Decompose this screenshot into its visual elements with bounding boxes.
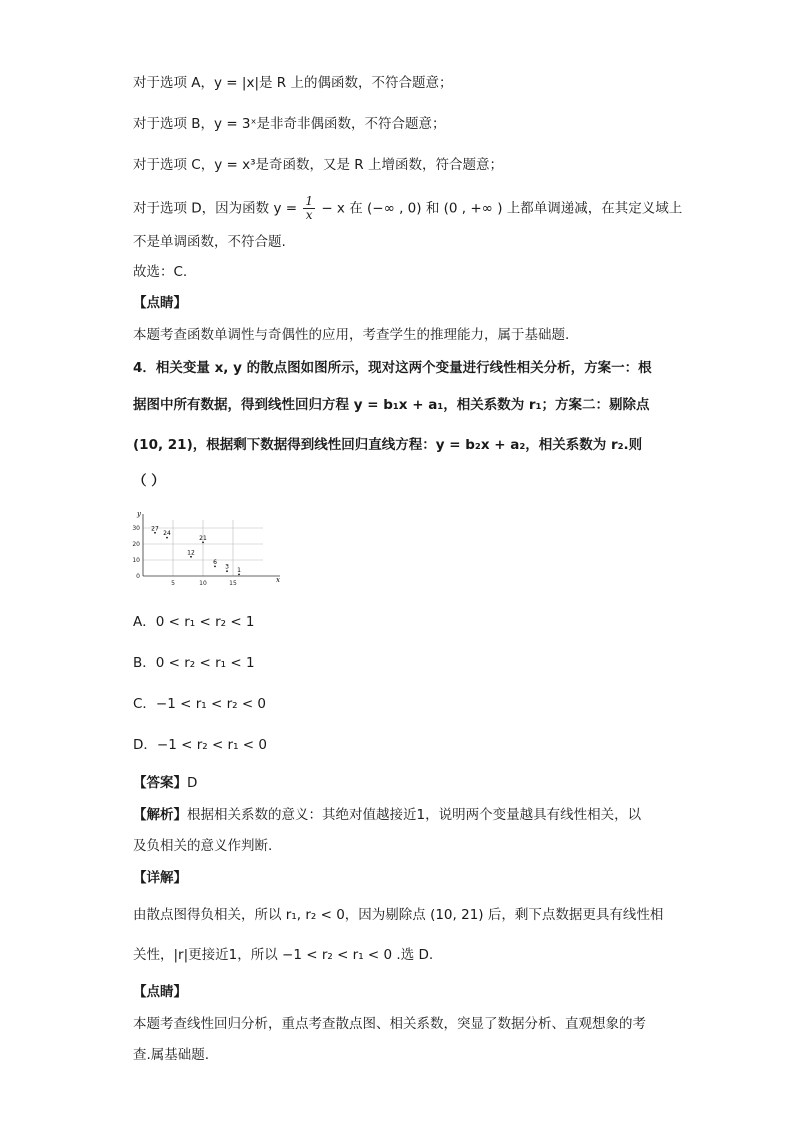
option-c-analysis: 对于选项 C，y = x³是奇函数，又是 R 上增函数，符合题意； xyxy=(133,157,503,173)
question-line-4: （ ） xyxy=(133,473,165,489)
answer-line xyxy=(133,773,197,793)
fraction-denominator: x xyxy=(305,208,313,222)
point-label: 3 xyxy=(225,563,229,571)
option-a-analysis: 对于选项 A，y = |x|是 R 上的偶函数，不符合题意； xyxy=(133,75,453,91)
x-tick-label: 10 xyxy=(199,580,207,587)
option-d-suffix: − x 在 (−∞ , 0) 和 (0 , +∞ ) 上都单调递减，在其定义域上 xyxy=(321,200,683,217)
option-b[interactable]: B．0 < r₂ < r₁ < 1 xyxy=(133,655,255,671)
dianjing-text-2-line-1: 本题考查线性回归分析，重点考查散点图、相关系数，突显了数据分析、直观想象的考 xyxy=(133,1016,646,1032)
dianjing-text-2-line-2: 查.属基础题. xyxy=(133,1047,210,1063)
point-label: 24 xyxy=(163,530,171,538)
answer-value: D xyxy=(187,775,198,791)
point-label: 27 xyxy=(151,525,159,533)
y-axis-label: y xyxy=(137,510,141,518)
dianjing-text-1: 本题考查函数单调性与奇偶性的应用，考查学生的推理能力，属于基础题. xyxy=(133,327,570,343)
grid-lines xyxy=(143,520,263,576)
analysis-line-2: 及负相关的意义作判断. xyxy=(133,838,273,854)
detail-heading: 【详解】 xyxy=(133,870,187,886)
detail-line-1: 由散点图得负相关，所以 r₁, r₂ < 0，因为剔除点 (10, 21) 后，剩下点数据更具有线性相 xyxy=(133,907,664,923)
option-d-analysis xyxy=(133,195,682,222)
option-a[interactable]: A．0 < r₁ < r₂ < 1 xyxy=(133,614,255,630)
detail-line-2: 关性，|r|更接近1，所以 −1 < r₂ < r₁ < 0 .选 D. xyxy=(133,947,434,963)
point-label: 6 xyxy=(213,558,217,566)
fraction-numerator: 1 xyxy=(305,194,314,208)
analysis-line-1 xyxy=(133,805,641,825)
x-tick-label: 15 xyxy=(229,580,237,587)
question-line-3: (10, 21)，根据剩下数据得到线性回归直线方程：y = b₂x + a₂，相关系数为 r₂.则 xyxy=(133,437,643,453)
y-tick-label: 10 xyxy=(132,557,140,564)
option-d[interactable]: D．−1 < r₂ < r₁ < 0 xyxy=(133,737,267,753)
y-tick-label: 30 xyxy=(132,525,140,532)
option-d-prefix: 对于选项 D，因为函数 y = xyxy=(133,200,298,217)
point-label: 1 xyxy=(237,566,241,574)
y-tick-label: 0 xyxy=(136,573,140,580)
dianjing-heading-2: 【点睛】 xyxy=(133,984,187,1000)
analysis-label: 【解析】 xyxy=(133,807,187,823)
option-c[interactable]: C．−1 < r₁ < r₂ < 0 xyxy=(133,696,267,712)
answer-label: 【答案】 xyxy=(133,775,187,791)
option-b-analysis: 对于选项 B，y = 3ˣ是非奇非偶函数，不符合题意； xyxy=(133,116,446,132)
scatter-plot xyxy=(128,510,288,590)
x-axis-label: x xyxy=(276,576,280,584)
x-tick-label: 5 xyxy=(171,580,175,587)
choose-answer: 故选：C. xyxy=(133,264,188,280)
point-label: 12 xyxy=(187,549,195,557)
dianjing-heading-1: 【点睛】 xyxy=(133,295,187,311)
y-tick-label: 20 xyxy=(132,541,140,548)
fraction-1-over-x xyxy=(303,195,315,222)
question-line-1: 4．相关变量 x, y 的散点图如图所示，现对这两个变量进行线性相关分析，方案一：根 xyxy=(133,360,652,376)
question-line-2: 据图中所有数据，得到线性回归方程 y = b₁x + a₁，相关系数为 r₁；方案二：剔除点 xyxy=(133,397,650,413)
point-label: 21 xyxy=(199,534,207,542)
option-d-analysis-cont: 不是单调函数，不符合题. xyxy=(133,234,286,250)
analysis-text-1: 根据相关系数的意义：其绝对值越接近1，说明两个变量越具有线性相关，以 xyxy=(187,807,642,823)
